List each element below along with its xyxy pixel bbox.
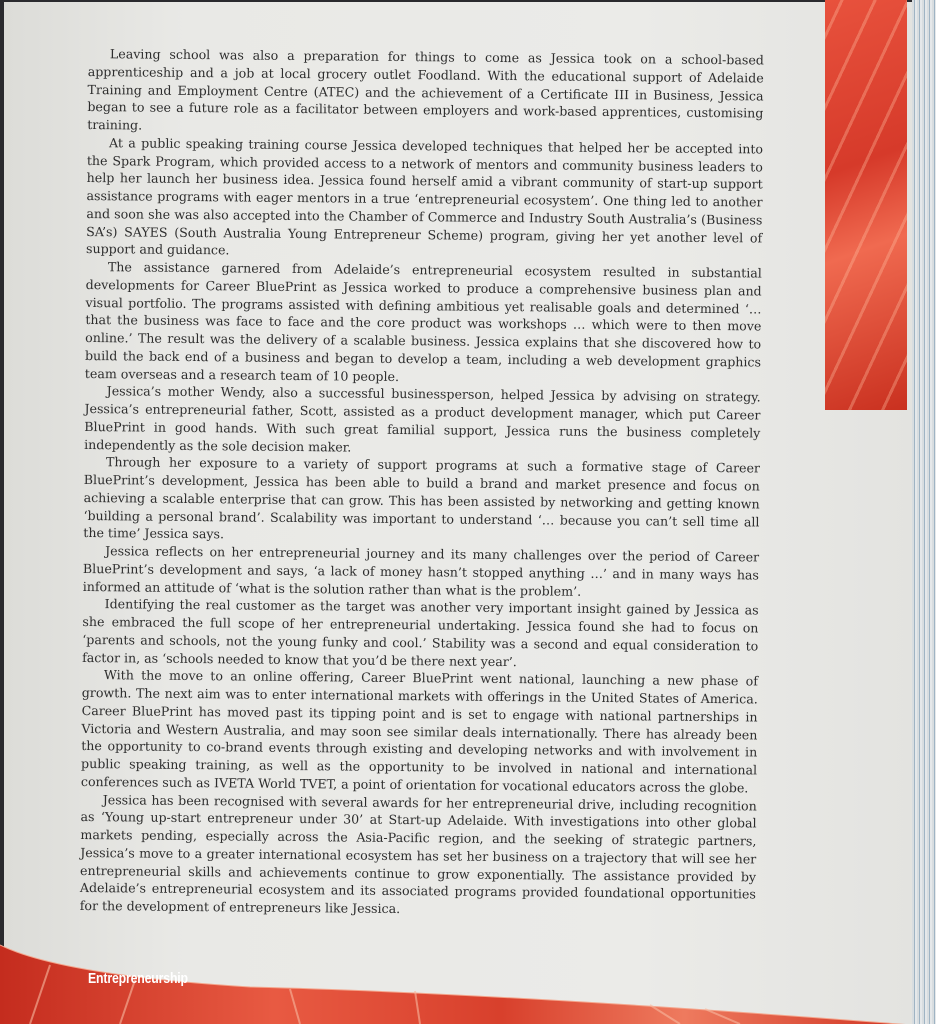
red-decorative-panel — [825, 0, 907, 410]
paragraph: Jessica reflects on her entrepreneurial journey and its many challenges over the period of Career BluePrint’s development and says, ‘a lack of money hasn’t stopped anything …’ and in many ways has informed an attitude of ‘what is the solution rather than what is the problem’. — [82, 543, 760, 599]
paragraph: Through her exposure to a variety of support programs at such a formative stage of Career BluePrint’s development, Jessica has been able to build a brand and market presence and focus on achieving a scalable enterprise that can grow. This has been assisted by networking and getting known ‘building a personal brand’. Scalability was important to understand ‘… because you can’t sell time all the time’ Jessica says. — [83, 454, 761, 542]
footer-section-label: Entrepreneurship — [88, 970, 188, 987]
paragraph: Jessica has been recognised with several awards for her entrepreneurial drive, including recognition as ‘Young up-start entrepreneur under 30’ at Start-up Adelaide. With investigations into other global markets pending, especially across the Asia-Pacific region, and the seeking of strategic partners, Jessica’s move to a greater international ecosystem has set her business on a trajectory that will see her entrepreneurial skills and achievements continue to grow exponentially. The assistance provided by Adelaide’s entrepreneurial ecosystem and its associated programs provided foundational opportunities for the development of entrepreneurs like Jessica. — [79, 791, 757, 917]
paragraph: Jessica’s mother Wendy, also a successful businessperson, helped Jessica by advising on strategy. Jessica’s entrepreneurial father, Scott, assisted as a product development manager, which put Career BluePrint in good hands. With such great familial support, Jessica runs the business completely independently as the sole decision maker. — [84, 383, 761, 455]
body-text — [80, 45, 764, 921]
paragraph: With the move to an online offering, Career BluePrint went national, launching a new phase of growth. The next aim was to enter international markets with offerings in the United States of America. Career BluePrint has moved past its tipping point and is set to engage with national partnerships in Victoria and Western Australia, and may soon see similar deals internationally. There has already been the opportunity to co-brand events through existing and developing networks and with involvement in public speaking training, as well as the opportunity to be involved in national and international conferences such as IVETA World TVET, a point of orientation for vocational educators across the globe. — [80, 667, 758, 796]
paragraph: At a public speaking training course Jessica developed techniques that helped her be accepted into the Spark Program, which provided access to a network of mentors and community business leaders to help her launch her business idea. Jessica found herself amid a vibrant community of start-up support assistance programs with eager mentors in a true ‘entrepreneurial ecosystem’. One thing led to another and soon she was also accepted into the Chamber of Commerce and Industry South Australia’s (Business SA’s) SAYES (South Australia Young Entrepreneur Scheme) program, giving her yet another level of support and guidance. — [85, 134, 764, 258]
paragraph: Identifying the real customer as the target was another very important insight gained by Jessica as she embraced the full scope of her entrepreneurial undertaking. Jessica found she had to focus on ‘parents and schools, not the young funky and cool.’ Stability was a second and equal consideration to factor in, as ‘schools needed to know that you’d be there next year’. — [82, 596, 759, 669]
paragraph: The assistance garnered from Adelaide’s entrepreneurial ecosystem resulted in substantial developments for Career BluePrint as Jessica worked to produce a comprehensive business plan and visual portfolio. The programs assisted with defining ambitious yet realisable goals and determined ‘… that the business was face to face and the core product was workshops … which were to then move online.’ The result was the delivery of a scalable business. Jessica explains that she discovered how to build the back end of a business and began to develop a team, including a web development graphics team overseas and a research team of 10 people. — [84, 259, 762, 384]
page-edges — [912, 0, 936, 1024]
paragraph: Leaving school was also a preparation for things to come as Jessica took on a school-based apprenticeship and a job at local grocery outlet Foodland. With the educational support of Adelaide Training and Employment Centre (ATEC) and the achievement of a Certificate III in Business, Jessica began to see a future role as a facilitator between employers and work-based apprentices, customising training. — [87, 46, 764, 133]
